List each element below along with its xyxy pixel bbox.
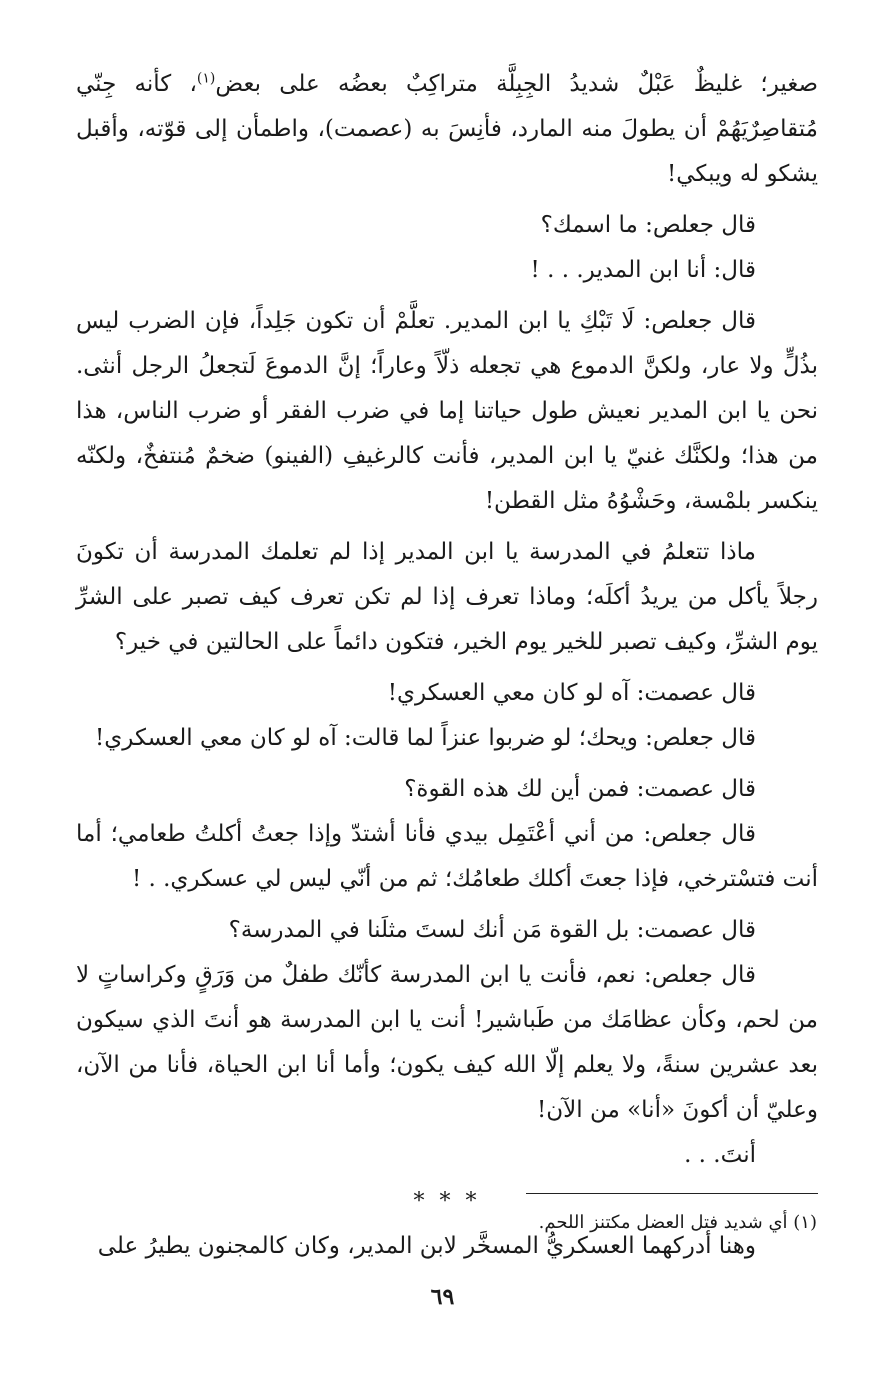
dialogue-line: قال: أنا ابن المدير. . . ! [530,257,756,283]
paragraph [76,62,818,197]
dialogue-line: قال عصمت: آه لو كان معي العسكري! [387,680,756,706]
footnote-divider [526,1193,818,1194]
dialogue-paragraph: قال جعلص: من أني أعْتَمِل بيدي فأنا أشتدّ وإذا جعتُ أكلتُ طعامي؛ أما أنت فتسْترخي، فإذا جعتَ أكلك طعامُك؛ ثم من أنّي ليس لي عسكري. . ! [76,821,818,892]
footnote: (١) أي شديد فتل العضل مكتنز اللحم. [538,1212,817,1233]
dialogue-paragraph: قال جعلص: نعم، فأنت يا ابن المدرسة كأنّك طفلٌ من وَرَقٍ وكراساتٍ لا من لحم، وكأن عظامَك من طَباشير! أنت يا ابن المدرسة هو أنتَ الذي سيكون بعد عشرين سنةً، ولا يعلم إلّا الله كيف يكون؛ وأما أنا ابن الحياة، فأنا من الآن، وعليّ أن أكونَ «أنا» من الآن! [76,962,818,1123]
dialogue-line: قال عصمت: فمن أين لك هذه القوة؟ [404,776,756,802]
dialogue-line: قال عصمت: بل القوة مَن أنك لستَ مثلَنا في المدرسة؟ [228,917,756,943]
paragraph-text-continued: ، كأنه جِنّي مُتقاصِرٌيَهُمْ أن يطولَ منه المارد، فأنِسَ به (عصمت)، واطمأن إلى قوّته، وأقبل يشكو له ويبكي! [76,71,818,187]
paragraph-text: صغير؛ غليظٌ عَبْلٌ شديدُ الجِبِلَّة متراكِبٌ بعضُه على بعض [215,71,818,97]
dialogue-paragraph: ماذا تتعلمُ في المدرسة يا ابن المدير إذا لم تعلمك المدرسة أن تكونَ رجلاً يأكل من يريدُ أكلَه؛ وماذا تعرف إذا لم تكن تعرف كيف تصبر على الشرِّ يوم الشرِّ، وكيف تصبر للخير يوم الخير، فتكون دائماً على الحالتين في خير؟ [76,539,818,655]
dialogue-line: قال جعلص: ما اسمك؟ [540,212,756,238]
footnote-reference: (١) [196,70,216,87]
dialogue-paragraph: قال جعلص: ويحك؛ لو ضربوا عنزاً لما قالت: آه لو كان معي العسكري! [95,725,756,751]
page-body [76,62,818,1269]
section-separator: * * * [413,1189,481,1214]
paragraph: وهنا أدركهما العسكريُّ المسخَّر لابن المدير، وكان كالمجنون يطيرُ على [97,1233,756,1259]
dialogue-paragraph: قال جعلص: لَا تَبْكِ يا ابن المدير. تعلَّمْ أن تكون جَلِداً، فإن الضرب ليس بذُلٍّ ولا عار، ولكنَّ الدموع هي تجعله ذلّاً وعاراً؛ إنَّ الدموعَ لَتجعلُ الرجل أنثى. نحن يا ابن المدير نعيش طول حياتنا إما في ضرب الفقر أو ضرب الناس، هذا من هذا؛ ولكنَّك غنيّ يا ابن المدير، فأنت كالرغيفِ (الفينو) ضخمٌ مُنتفخٌ، ولكنّه ينكسر بلمْسة، وحَشْوُهُ مثل القطن! [76,308,819,514]
page-number: ٦٩ [430,1284,455,1310]
dialogue-line: أنتَ. . . [684,1142,756,1168]
